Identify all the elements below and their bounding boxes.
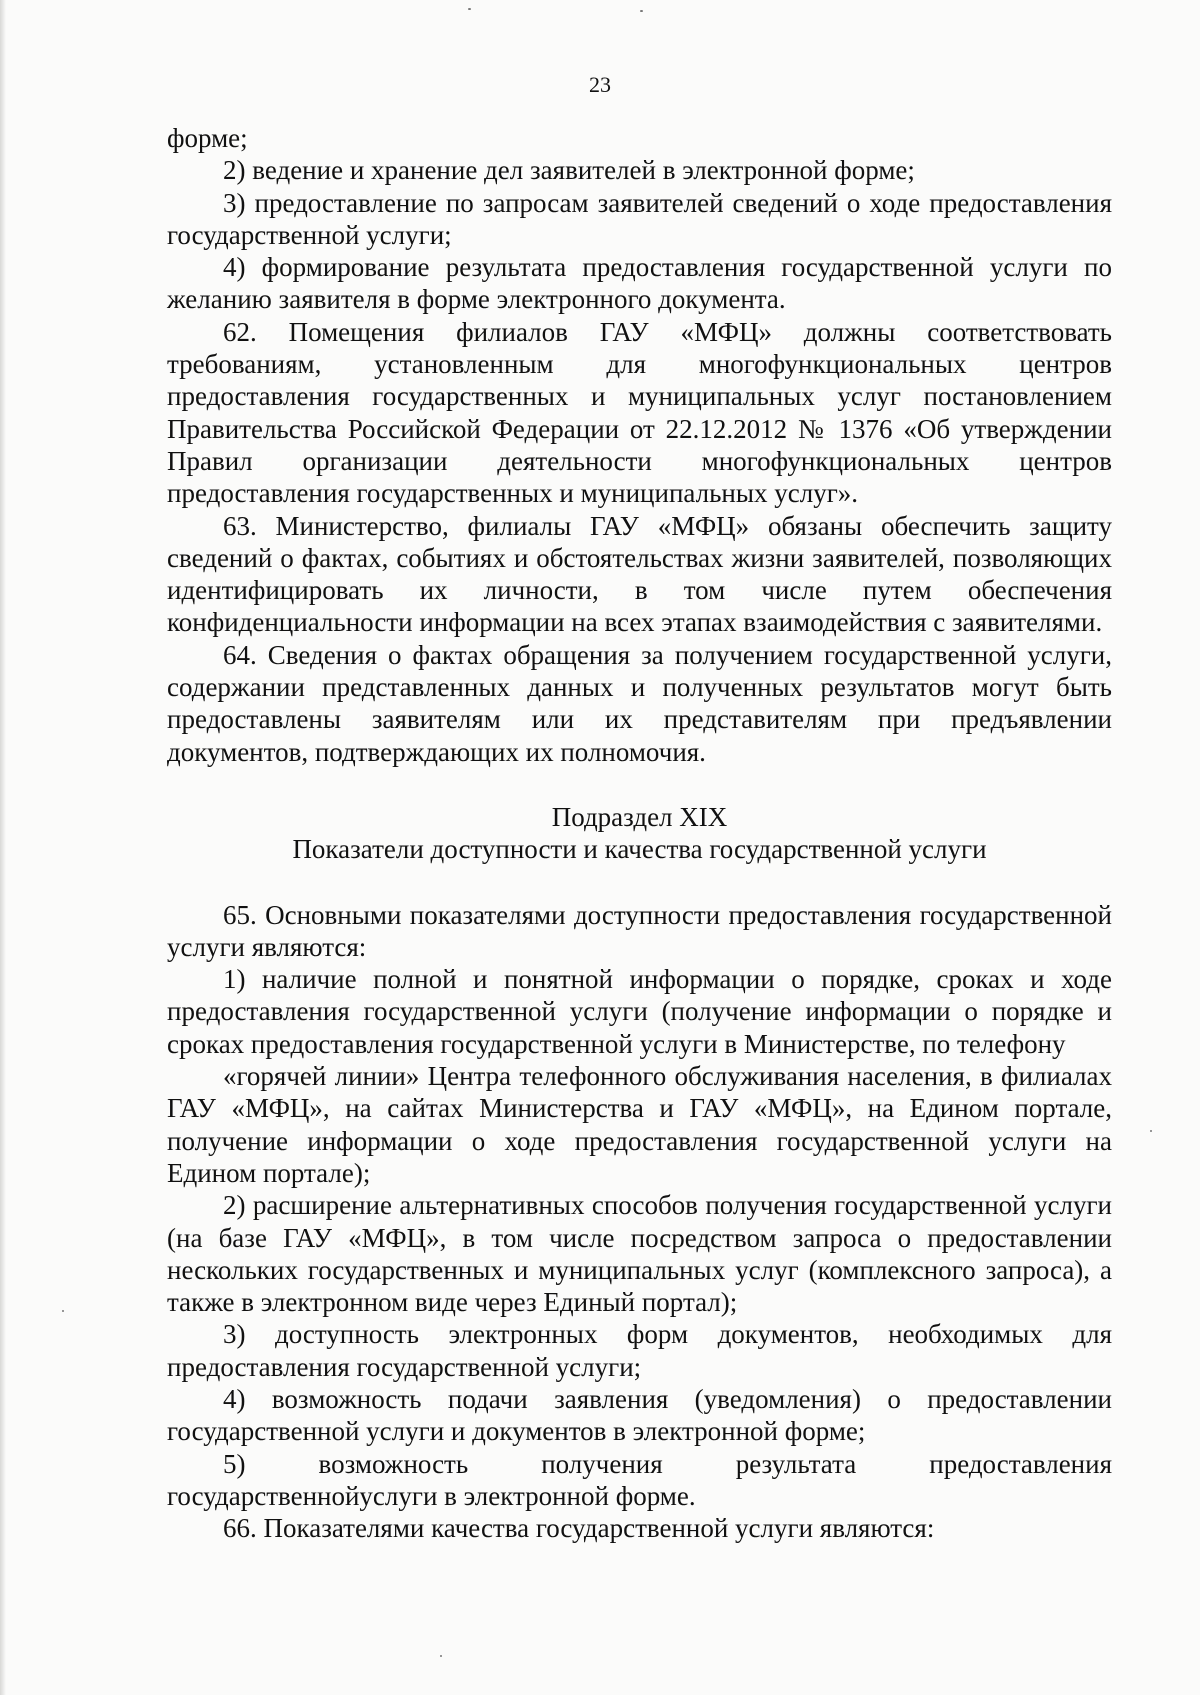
scan-edge-shadow: [0, 0, 6, 1695]
document-body: [167, 122, 1112, 1544]
clause-64: 64. Сведения о фактах обращения за получением государственной услуги, содержании представленных данных и полученных результатов могут быть предоставлены заявителям или их представителям при предъявлении документов, подтверждающих их полномочия.: [167, 639, 1112, 767]
paragraph-continuation: форме;: [167, 123, 248, 153]
clause-65-item-3: 3) доступность электронных форм документов, необходимых для предоставления государственной услуги;: [167, 1319, 1112, 1382]
clause-65-item-5: 5) возможность получения результата предоставления государственнойуслуги в электронной форме.: [167, 1448, 1112, 1511]
clause-65-item-1: 1) наличие полной и понятной информации о порядке, сроках и ходе предоставления государственной услуги (получение информации о порядке и сроках предоставления государственной услуги в Министерстве, по телефону: [167, 964, 1112, 1059]
section-heading: Подраздел XIX: [551, 801, 728, 832]
scan-speck: [1150, 1130, 1152, 1132]
clause-66: 66. Показателями качества государственной услуги являются:: [223, 1513, 935, 1544]
clause-65-item-4: 4) возможность подачи заявления (уведомления) о предоставлении государственной услуги и документов в электронной форме;: [167, 1383, 1112, 1447]
clause-62: 62. Помещения филиалов ГАУ «МФЦ» должны соответствовать требованиям, установленным для многофункциональных центров предоставления государственных и муниципальных услуг постановлением Правительства Российской Федерации от 22.12.2012 № 1376 «Об утверждении Правил организации деятельности многофункциональных центров предоставления государственных и муниципальных услуг».: [167, 316, 1112, 509]
page-number: 23: [589, 72, 611, 97]
scan-speck: [468, 8, 471, 10]
clause-63: 63. Министерство, филиалы ГАУ «МФЦ» обязаны обеспечить защиту сведений о фактах, событиях и обстоятельствах жизни заявителей, позволяющих идентифицировать их личности, в том числе путем обеспечения конфиденциальности информации на всех этапах взаимодействия с заявителями.: [167, 510, 1112, 638]
scan-speck: [62, 1310, 64, 1312]
section-title: Показатели доступности и качества государственной услуги: [292, 834, 987, 865]
list-item-2: 2) ведение и хранение дел заявителей в электронной форме;: [223, 155, 915, 186]
scan-speck: [440, 1655, 442, 1657]
list-item-3: 3) предоставление по запросам заявителей сведений о ходе предоставления государственной услуги;: [167, 187, 1112, 250]
list-item-4: 4) формирование результата предоставления государственной услуги по желанию заявителя в форме электронного документа.: [167, 252, 1112, 315]
clause-65: 65. Основными показателями доступности предоставления государственной услуги являются:: [167, 899, 1112, 962]
clause-65-item-2: 2) расширение альтернативных способов получения государственной услуги (на базе ГАУ «МФЦ», в том числе посредством запроса о предоставлении нескольких государственных и муниципальных услуг (комплексного запроса), а также в электронном виде через Единый портал);: [167, 1190, 1112, 1318]
scan-speck: [640, 10, 643, 12]
clause-65-item-1-continued: «горячей линии» Центра телефонного обслуживания населения, в филиалах ГАУ «МФЦ», на сайтах Министерства и ГАУ «МФЦ», на Едином портале, получение информации о ходе предоставления государственной услуги на Едином портале);: [167, 1061, 1112, 1188]
